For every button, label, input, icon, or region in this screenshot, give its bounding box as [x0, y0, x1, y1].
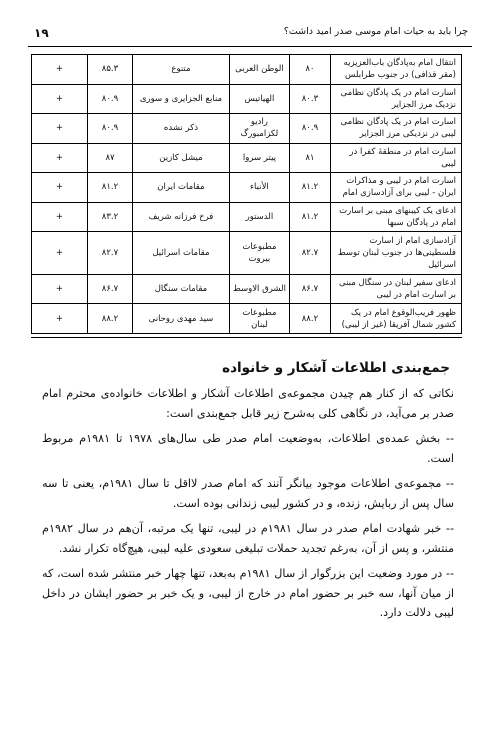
- cell-source: متنوع: [133, 55, 230, 85]
- cell-year: ۸۰.۹: [87, 114, 132, 144]
- cell-publication: پیتر سروا: [229, 143, 289, 173]
- cell-source: ذکر نشده: [133, 114, 230, 144]
- cell-source: مقامات ایران: [133, 173, 230, 203]
- section-heading: جمع‌بندی اطلاعات آشکار و خانواده: [222, 360, 450, 376]
- table-bottom-rule: [31, 337, 462, 338]
- cell-source: سید مهدی روحانی: [133, 304, 230, 334]
- cell-publication: الأنباء: [229, 173, 289, 203]
- cell-status-mark: +: [32, 114, 88, 144]
- cell-description: آزادسازی امام از اسارت فلسطینی‌ها در جنوب لبنان توسط اسرائیل: [330, 232, 461, 275]
- cell-status-mark: +: [32, 202, 88, 232]
- cell-year: ۸۳.۲: [87, 202, 132, 232]
- paragraph-point-4: -- در مورد وضعیت این بزرگوار از سال ۱۹۸۱م به‌بعد، تنها چهار خبر منتشر شده است، که از میان آنها، سه خبر بر حضور امام در خارج از لیبی، و یک خبر بر حضور ایشان در داخل لیبی دلالت دارد.: [42, 567, 454, 619]
- cell-status-mark: +: [32, 143, 88, 173]
- cell-source: فرخ فرزانه شریف: [133, 202, 230, 232]
- cell-year: ۸۸.۲: [87, 304, 132, 334]
- cell-description: اسارت امام در یک پادگان نظامی لیبی در نزدیکی مرز الجزایر: [330, 114, 461, 144]
- cell-report-date: ۸۰: [290, 55, 331, 85]
- table-row: [32, 114, 462, 144]
- cell-report-date: ۸۱.۲: [290, 202, 331, 232]
- cell-report-date: ۸۲.۷: [290, 232, 331, 275]
- cell-year: ۸۷: [87, 143, 132, 173]
- table-row: [32, 274, 462, 304]
- cell-year: ۸۵.۳: [87, 55, 132, 85]
- cell-source: مقامات اسرائیل: [133, 232, 230, 275]
- cell-publication: الهیاتیس: [229, 84, 289, 114]
- cell-status-mark: +: [32, 232, 88, 275]
- cell-description: اسارت امام در یک پادگان نظامی نزدیک مرز الجزایر: [330, 84, 461, 114]
- cell-source: منابع الجزایری و سوری: [133, 84, 230, 114]
- cell-publication: الوطن العربی: [229, 55, 289, 85]
- page-header: [28, 22, 472, 47]
- table-row: [32, 304, 462, 334]
- table-row: [32, 55, 462, 85]
- cell-source: میشل کازین: [133, 143, 230, 173]
- paragraph-intro: نکاتی که از کنار هم چیدن مجموعه‌ی اطلاعات آشکار و اطلاعات خانواده‌ی محترم امام صدر بر می‌آید، در نگاهی کلی به‌شرح زیر قابل جمع‌بندی است:: [42, 387, 454, 420]
- cell-year: ۸۱.۲: [87, 173, 132, 203]
- cell-source: مقامات سنگال: [133, 274, 230, 304]
- table-row: [32, 84, 462, 114]
- paragraph-point-3: -- خبر شهادت امام صدر در سال ۱۹۸۱م در لیبی، تنها یک مرتبه، آن‌هم در سال ۱۹۸۲م منتشر، و پس از آن، به‌رغم تجدید حملات تبلیغی سعودی علیه لیبی، هیچ‌گاه تکرار نشد.: [42, 522, 454, 555]
- cell-report-date: ۸۰.۳: [290, 84, 331, 114]
- cell-report-date: ۸۱.۲: [290, 173, 331, 203]
- cell-status-mark: +: [32, 274, 88, 304]
- cell-description: انتقال امام به‌پادگان باب‌العزیزیه (مقر قذافی) در جنوب طرابلس: [330, 55, 461, 85]
- paragraph-point-1: -- بخش عمده‌ی اطلاعات، به‌وضعیت امام صدر طی سال‌های ۱۹۷۸ تا ۱۹۸۱م مربوط است.: [42, 432, 455, 465]
- cell-report-date: ۸۱: [290, 143, 331, 173]
- table-row: [32, 143, 462, 173]
- page-number: ۱۹: [34, 26, 49, 40]
- cell-publication: مطبوعات بیروت: [229, 232, 289, 275]
- table-row: [32, 173, 462, 203]
- cell-description: ادعای سفیر لبنان در سنگال مبنی بر اسارت امام در لیبی: [330, 274, 461, 304]
- cell-year: ۸۲.۷: [87, 232, 132, 275]
- cell-status-mark: +: [32, 173, 88, 203]
- cell-description: اسارت امام در منطقهٔ کفرا در لیبی: [330, 143, 461, 173]
- cell-publication: مطبوعات لبنان: [229, 304, 289, 334]
- table-row: [32, 202, 462, 232]
- cell-year: ۸۶.۷: [87, 274, 132, 304]
- cell-publication: رادیو لکزامبورگ: [229, 114, 289, 144]
- cell-status-mark: +: [32, 304, 88, 334]
- cell-publication: الدستور: [229, 202, 289, 232]
- cell-status-mark: +: [32, 55, 88, 85]
- cell-report-date: ۸۸.۲: [290, 304, 331, 334]
- cell-description: اسارت امام در لیبی و مذاکرات ایران - لیبی برای آزادسازی امام: [330, 173, 461, 203]
- running-title: چرا باید به حیات امام موسی صدر امید داشت؟: [283, 26, 468, 37]
- cell-report-date: ۸۶.۷: [290, 274, 331, 304]
- cell-description: ادعای یک کیبنهای مبنی بر اسارت امام در پادگان سبها: [330, 202, 461, 232]
- cell-publication: الشرق الاوسط: [229, 274, 289, 304]
- cell-status-mark: +: [32, 84, 88, 114]
- cell-report-date: ۸۰.۹: [290, 114, 331, 144]
- paragraph-point-2: -- مجموعه‌ی اطلاعات موجود بیانگر آنند که امام صدر لااقل تا سال ۱۹۸۱م، یعنی تا سه سال پس از ربایش، زنده، و در کشور لیبی زندانی بوده است.: [42, 477, 454, 510]
- cell-year: ۸۰.۹: [87, 84, 132, 114]
- cell-description: ظهور فریب‌الوقوع امام در یک کشور شمال آفریقا (غیر از لیبی): [330, 304, 461, 334]
- reports-table: [31, 54, 462, 334]
- section-body: [42, 384, 454, 629]
- table-row: [32, 232, 462, 275]
